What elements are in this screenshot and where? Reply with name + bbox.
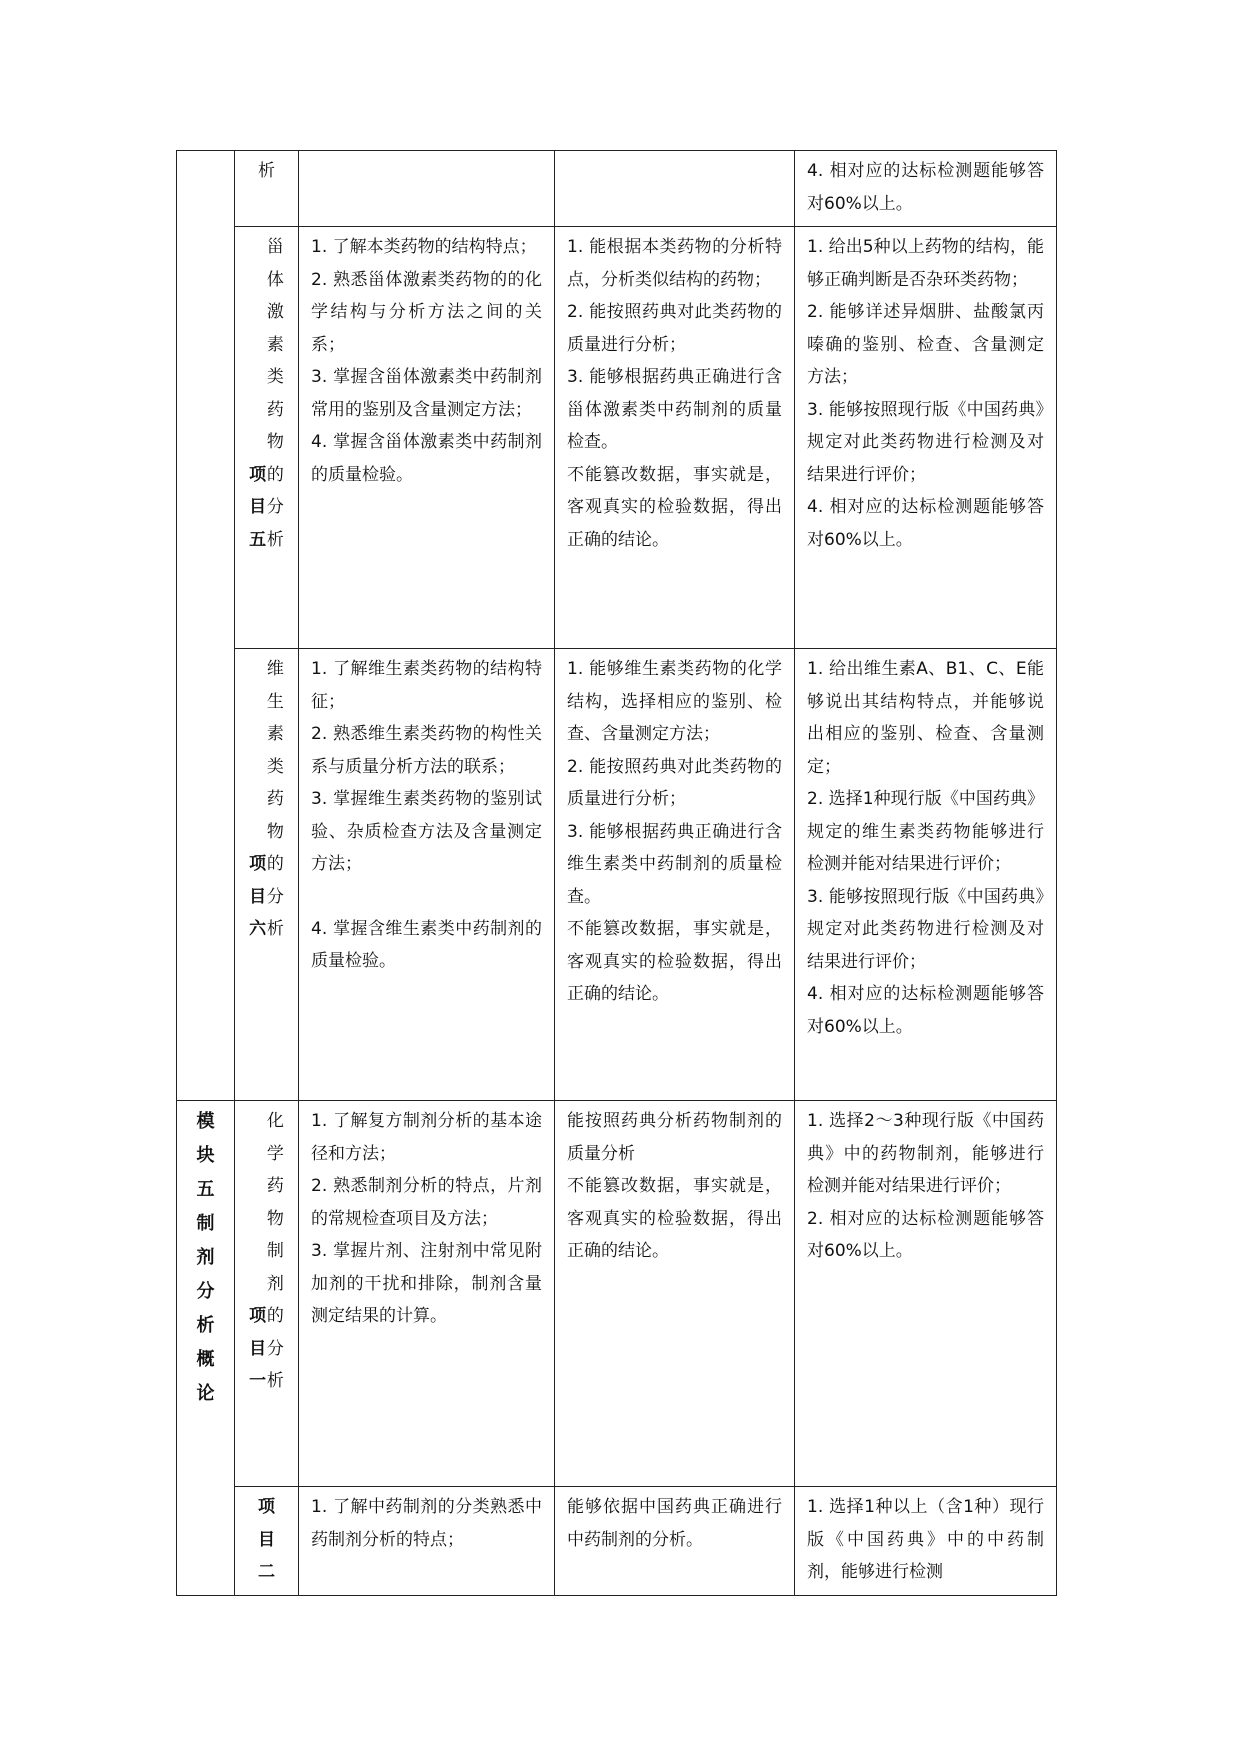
module-title: 模块五制剂分析概论 (196, 1111, 215, 1404)
assessment-cell (795, 1101, 1057, 1487)
assessment-item: 2. 相对应的达标检测题能够答对60%以上。 (807, 1208, 1044, 1261)
objective-item: 3. 掌握维生素类药物的鉴别试验、杂质检查方法及含量测定方法； (311, 789, 542, 874)
skill-item: 1. 能根据本类药物的分析特点，分析类似结构的药物； (567, 237, 782, 290)
assessment-item: 1. 给出5种以上药物的结构，能够正确判断是否杂环类药物； (807, 237, 1044, 290)
assessment-item: 4. 相对应的达标检测题能够答对60%以上。 (807, 497, 1044, 550)
assessment-item: 1. 选择1种以上（含1种）现行版《中国药典》中的中药制剂，能够进行检测 (807, 1497, 1044, 1582)
assessment-item: 3. 能够按照现行版《中国药典》规定对此类药物进行检测及对结果进行评价； (807, 886, 1044, 972)
project-name: 化学药物制剂的分析 (266, 1111, 284, 1391)
assessment-cell (795, 227, 1057, 649)
skill-item: 不能篡改数据，事实就是，客观真实的检验数据，得出正确的结论。 (567, 919, 782, 1004)
skill-item: 3. 能够根据药典正确进行含维生素类中药制剂的质量检查。 (567, 821, 782, 907)
assessment-item: 2. 选择1种现行版《中国药典》规定的维生素类药物能够进行检测并能对结果进行评价； (807, 789, 1044, 874)
objective-item: 3. 掌握含甾体激素类中药制剂常用的鉴别及含量测定方法； (311, 367, 542, 420)
assessment-cell (795, 151, 1057, 227)
skill-item: 不能篡改数据，事实就是，客观真实的检验数据，得出正确的结论。 (567, 1176, 782, 1261)
blank-line (311, 881, 542, 913)
skill-item: 能够依据中国药典正确进行中药制剂的分析。 (567, 1497, 782, 1550)
assessment-item: 3. 能够按照现行版《中国药典》规定对此类药物进行检测及对结果进行评价； (807, 399, 1044, 485)
skill-item: 不能篡改数据，事实就是，客观真实的检验数据，得出正确的结论。 (567, 464, 782, 550)
skill-item: 2. 能按照药典对此类药物的质量进行分析； (567, 302, 782, 355)
skill-item: 1. 能够维生素类药物的化学结构，选择相应的鉴别、检查、含量测定方法； (567, 659, 782, 744)
objective-item: 1. 了解复方制剂分析的基本途径和方法； (311, 1111, 542, 1164)
module-cell-empty (177, 151, 235, 1101)
objectives-cell (299, 227, 555, 649)
skills-cell (555, 649, 795, 1101)
objective-item: 2. 熟悉维生素类药物的构性关系与质量分析方法的联系； (311, 724, 542, 777)
skills-cell (555, 1101, 795, 1487)
objective-item: 1. 了解维生素类药物的结构特征； (311, 659, 542, 712)
project-cell (235, 227, 299, 649)
objectives-cell (299, 1101, 555, 1487)
table-row (177, 1487, 1057, 1596)
project-name: 析 (258, 161, 275, 181)
skills-cell (555, 227, 795, 649)
project-cell (235, 151, 299, 227)
project-cell (235, 1101, 299, 1487)
objectives-cell (299, 649, 555, 1101)
objective-item: 1. 了解中药制剂的分类熟悉中药制剂分析的特点； (311, 1497, 542, 1550)
objectives-cell (299, 151, 555, 227)
table-row (177, 1101, 1057, 1487)
project-cell (235, 649, 299, 1101)
skill-item: 能按照药典分析药物制剂的质量分析 (567, 1111, 782, 1164)
assessment-cell (795, 649, 1057, 1101)
assessment-item: 4. 相对应的达标检测题能够答对60%以上。 (807, 161, 1044, 214)
project-number: 项目一 (249, 1306, 267, 1391)
objective-item: 1. 了解本类药物的结构特点； (311, 237, 537, 257)
assessment-item: 4. 相对应的达标检测题能够答对60%以上。 (807, 984, 1044, 1037)
project-number: 项目五 (249, 464, 267, 550)
table-row (177, 227, 1057, 649)
assessment-item: 1. 给出维生素A、B1、C、E能够说出其结构特点，并能够说出相应的鉴别、检查、含量测定； (807, 659, 1044, 777)
objectives-cell (299, 1487, 555, 1596)
skill-item: 3. 能够根据药典正确进行含甾体激素类中药制剂的质量检查。 (567, 367, 782, 452)
assessment-item: 2. 能够详述异烟肼、盐酸氯丙嗪确的鉴别、检查、含量测定方法； (807, 302, 1044, 387)
objective-item: 3. 掌握片剂、注射剂中常见附加剂的干扰和排除，制剂含量测定结果的计算。 (311, 1241, 542, 1326)
objective-item: 4. 掌握含甾体激素类中药制剂的质量检验。 (311, 432, 542, 485)
project-name: 维生素类药物的分析 (266, 659, 284, 939)
skills-cell (555, 151, 795, 227)
assessment-cell (795, 1487, 1057, 1596)
assessment-item: 1. 选择2～3种现行版《中国药典》中的药物制剂，能够进行检测并能对结果进行评价； (807, 1111, 1044, 1196)
objective-item: 2. 熟悉制剂分析的特点，片剂的常规检查项目及方法； (311, 1176, 542, 1229)
objective-item: 4. 掌握含维生素类中药制剂的质量检验。 (311, 918, 542, 971)
skills-cell (555, 1487, 795, 1596)
module-cell (177, 1101, 235, 1596)
objective-item: 2. 熟悉甾体激素类药物的的化学结构与分析方法之间的关系； (311, 269, 542, 355)
project-name: 甾体激素类药物的分析 (266, 237, 284, 550)
table-row (177, 649, 1057, 1101)
curriculum-table (176, 150, 1057, 1596)
project-cell (235, 1487, 299, 1596)
skill-item: 2. 能按照药典对此类药物的质量进行分析； (567, 756, 782, 809)
project-number: 项目二 (258, 1497, 275, 1582)
table-row (177, 151, 1057, 227)
project-number: 项目六 (249, 854, 267, 939)
